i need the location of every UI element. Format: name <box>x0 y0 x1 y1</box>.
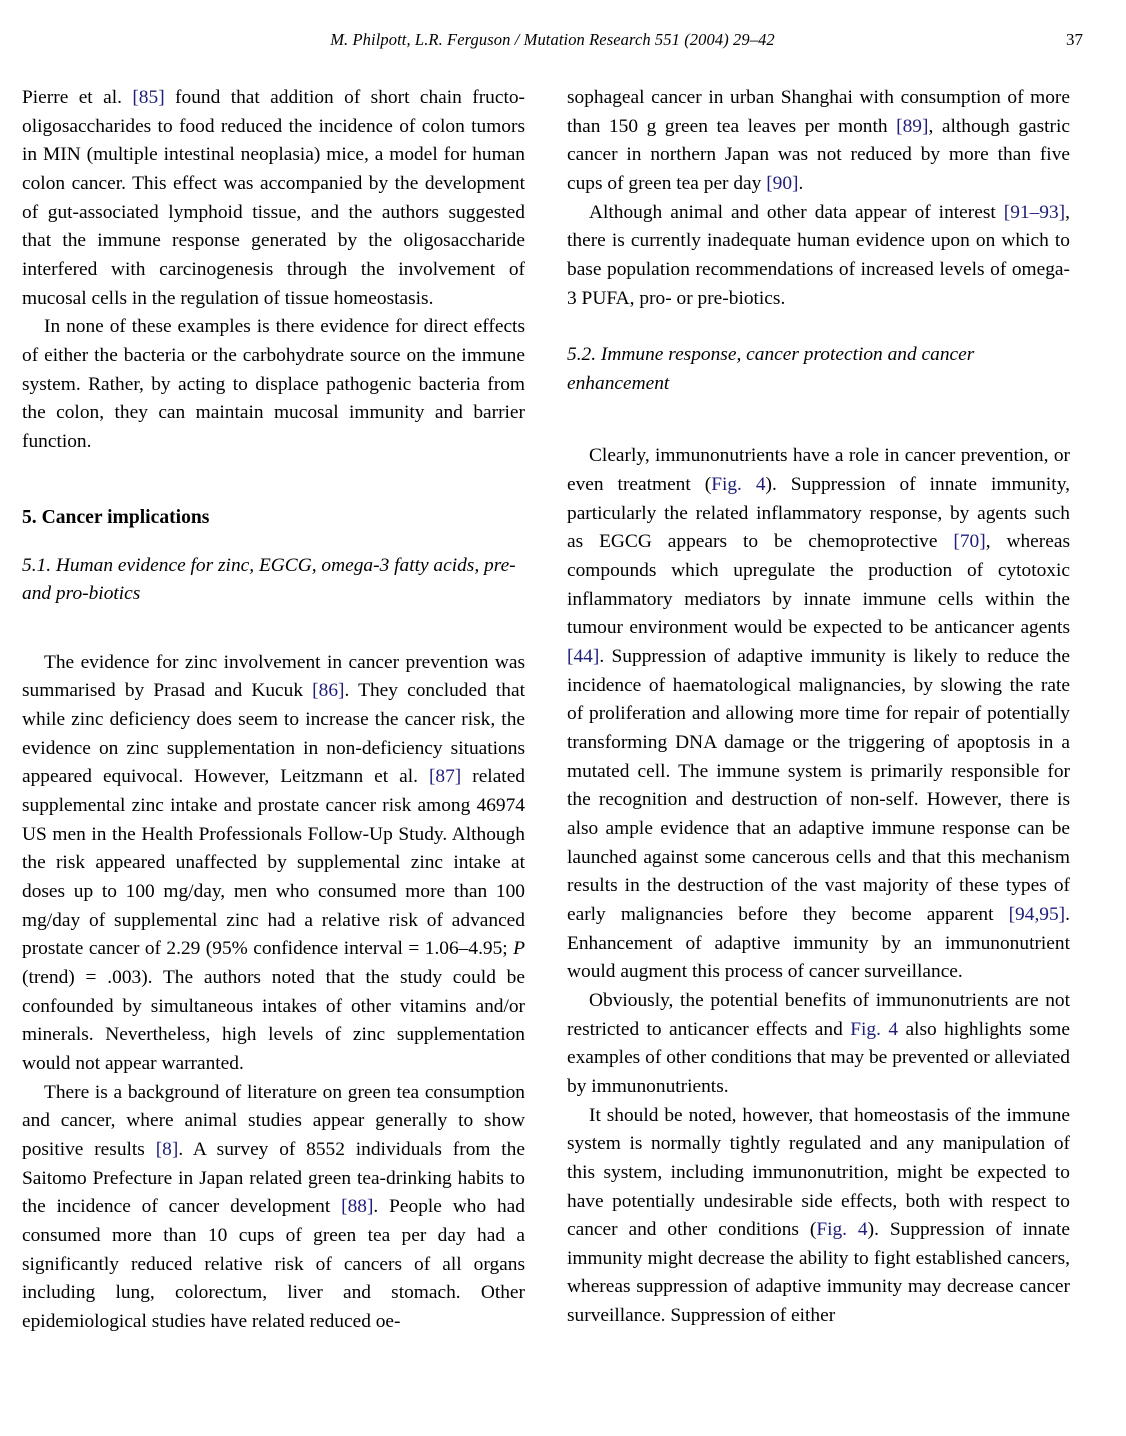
running-head <box>22 30 1083 56</box>
two-column-body <box>22 84 1083 1404</box>
text-run: related supplemental zinc intake and prostate cancer risk among 46974 US men in the Health Professionals Follow-Up Study. Although the risk appeared unaffected by supplemental zinc intake at doses up to 100 mg/day, men who consumed more than 100 mg/day of supplemental zinc had a relative risk of advanced prostate cancer of 2.29 (95% confidence interval = 1.06–4.95; <box>22 766 525 960</box>
spacer <box>567 313 1070 341</box>
paragraph-pierre <box>22 84 525 313</box>
text-run: Clearly, immunonutrients have a role in cancer prevention, or even treatment ( <box>567 445 1070 496</box>
spacer <box>22 457 525 504</box>
citation-ref-44[interactable]: [44] <box>567 646 600 668</box>
text-run: , although gastric cancer in northern Japan was not reduced by more than five cups of green tea per day <box>567 115 1070 194</box>
right-column <box>567 84 1070 1404</box>
text-run: . People who had consumed more than 10 cups of green tea per day had a significantly reduced relative risk of cancers of all organs including lung, colorectum, liver and stomach. Other epidemiological studies have related reduced oe- <box>22 1196 525 1332</box>
citation-ref-85[interactable]: [85] <box>132 87 165 108</box>
subsection-heading-5-1: 5.1. Human evidence for zinc, EGCG, omega-3 fatty acids, pre- and pro-biotics <box>22 554 516 605</box>
text-run: , whereas compounds which upregulate the production of cytotoxic inflammatory mediators by innate immune cells within the tumour environment would be expected to be anticancer agents <box>567 531 1070 639</box>
citation-ref-94-95[interactable]: [94,95] <box>1008 903 1066 925</box>
paragraph-no-direct-effects: In none of these examples is there evidence for direct effects of either the bacteria or the carbohydrate source on the immune system. Rather, by acting to displace pathogenic bacteria from the colon, they can maintain mucosal immunity and barrier function. <box>22 316 525 452</box>
figure-ref-4-c[interactable]: Fig. 4 <box>816 1219 868 1241</box>
statistic-symbol-p: P <box>513 938 525 960</box>
citation-ref-90[interactable]: [90] <box>766 172 799 194</box>
paragraph-immunonutrients-role <box>567 442 1070 986</box>
paragraph-homeostasis-note <box>567 1102 1070 1331</box>
text-run: also highlights some examples of other conditions that may be prevented or alleviated by immunonutrients. <box>567 1018 1070 1097</box>
text-run: ). Suppression of innate immunity, particularly the related inflammatory response, by agents such as EGCG appears to be chemoprotective <box>567 474 1070 553</box>
running-head-citation: M. Philpott, L.R. Ferguson / Mutation Research 551 (2004) 29–42 <box>330 30 775 49</box>
text-run: Obviously, the potential benefits of immunonutrients are not restricted to anticancer effects and <box>567 989 1070 1040</box>
figure-ref-4-b[interactable]: Fig. 4 <box>850 1018 899 1040</box>
paragraph-animal-data <box>567 199 1070 314</box>
text-run: (trend) = .003). The authors noted that the study could be confounded by simultaneous intakes of other vitamins and/or minerals. Nevertheless, high levels of zinc supplementation would not appear warranted. <box>22 966 525 1074</box>
citation-ref-87[interactable]: [87] <box>428 766 462 788</box>
text-run: . A survey of 8552 individuals from the Saitomo Prefecture in Japan related green tea-drinking habits to the incidence of cancer development <box>22 1138 525 1218</box>
spacer <box>22 532 525 552</box>
figure-ref-4-a[interactable]: Fig. 4 <box>711 474 766 496</box>
citation-ref-70[interactable]: [70] <box>953 531 986 553</box>
text-run: Although animal and other data appear of interest <box>589 201 1004 223</box>
citation-ref-91-93[interactable]: [91–93] <box>1003 201 1066 223</box>
citation-ref-86[interactable]: [86] <box>312 680 345 702</box>
paragraph-obviously-benefits <box>567 987 1070 1102</box>
text-run: . They concluded that while zinc deficiency does seem to increase the cancer risk, the evidence on zinc supplementation in non-deficiency situations appeared equivocal. However, Leitzmann et al. <box>22 680 525 788</box>
left-column <box>22 84 525 1404</box>
citation-ref-89[interactable]: [89] <box>896 115 929 137</box>
paragraph-green-tea <box>22 1079 525 1337</box>
section-heading-5: 5. Cancer implications <box>22 506 210 528</box>
spacer <box>567 398 1070 442</box>
text-run: . Suppression of adaptive immunity is likely to reduce the incidence of haematological malignancies, by slowing the rate of proliferation and allowing more time for repair of potentially transforming DNA damage or the triggering of apoptosis in a mutated cell. The immune system is primarily responsible for the recognition and destruction of non-self. However, there is also ample evidence that an adaptive immune response can be launched against some cancerous cells and that this mechanism results in the destruction of the vast majority of these types of early malignancies before they become apparent <box>567 646 1070 925</box>
text-run: . Enhancement of adaptive immunity by an immunonutrient would augment this process of cancer surveillance. <box>567 903 1070 983</box>
text-run: ). Suppression of innate immunity might decrease the ability to fight established cancers, whereas suppression of adaptive immunity may decrease cancer surveillance. Suppression of either <box>567 1219 1071 1327</box>
text-run: sophageal cancer in urban Shanghai with consumption of more than 150 g green tea leaves per month <box>567 87 1070 137</box>
text-run: , there is currently inadequate human evidence upon on which to base population recommendations of increased levels of omega-3 PUFA, pro- or pre-biotics. <box>567 201 1070 309</box>
text-run: Pierre et al. <box>22 87 133 108</box>
paragraph-zinc-evidence <box>22 649 525 1079</box>
citation-ref-8[interactable]: [8] <box>155 1138 179 1160</box>
text-run: It should be noted, however, that homeostasis of the immune system is normally tightly regulated and any manipulation of this system, including immunonutrition, might be expected to have potentially undesirable side effects, both with respect to cancer and other conditions ( <box>567 1104 1070 1241</box>
spacer <box>22 609 525 649</box>
subsection-heading-5-2: 5.2. Immune response, cancer protection and cancer enhancement <box>567 344 975 394</box>
citation-ref-88[interactable]: [88] <box>341 1196 374 1218</box>
text-run: There is a background of literature on green tea consumption and cancer, where animal studies appear generally to show positive results <box>22 1081 525 1160</box>
text-run: . <box>798 172 804 194</box>
page-number: 37 <box>1066 30 1083 49</box>
text-run: The evidence for zinc involvement in cancer prevention was summarised by Prasad and Kucuk <box>22 651 525 702</box>
paragraph-oesophageal-cancer <box>567 84 1070 199</box>
text-run: found that addition of short chain fructo-oligosaccharides to food reduced the incidence of colon tumors in MIN (multiple intestinal neoplasia) mice, a model for human colon cancer. This effect was accompanied by the development of gut-associated lymphoid tissue, and the authors suggested that the immune response generated by the oligosaccharide interfered with carcinogenesis through the involvement of mucosal cells in the regulation of tissue homeostasis. <box>22 87 525 309</box>
